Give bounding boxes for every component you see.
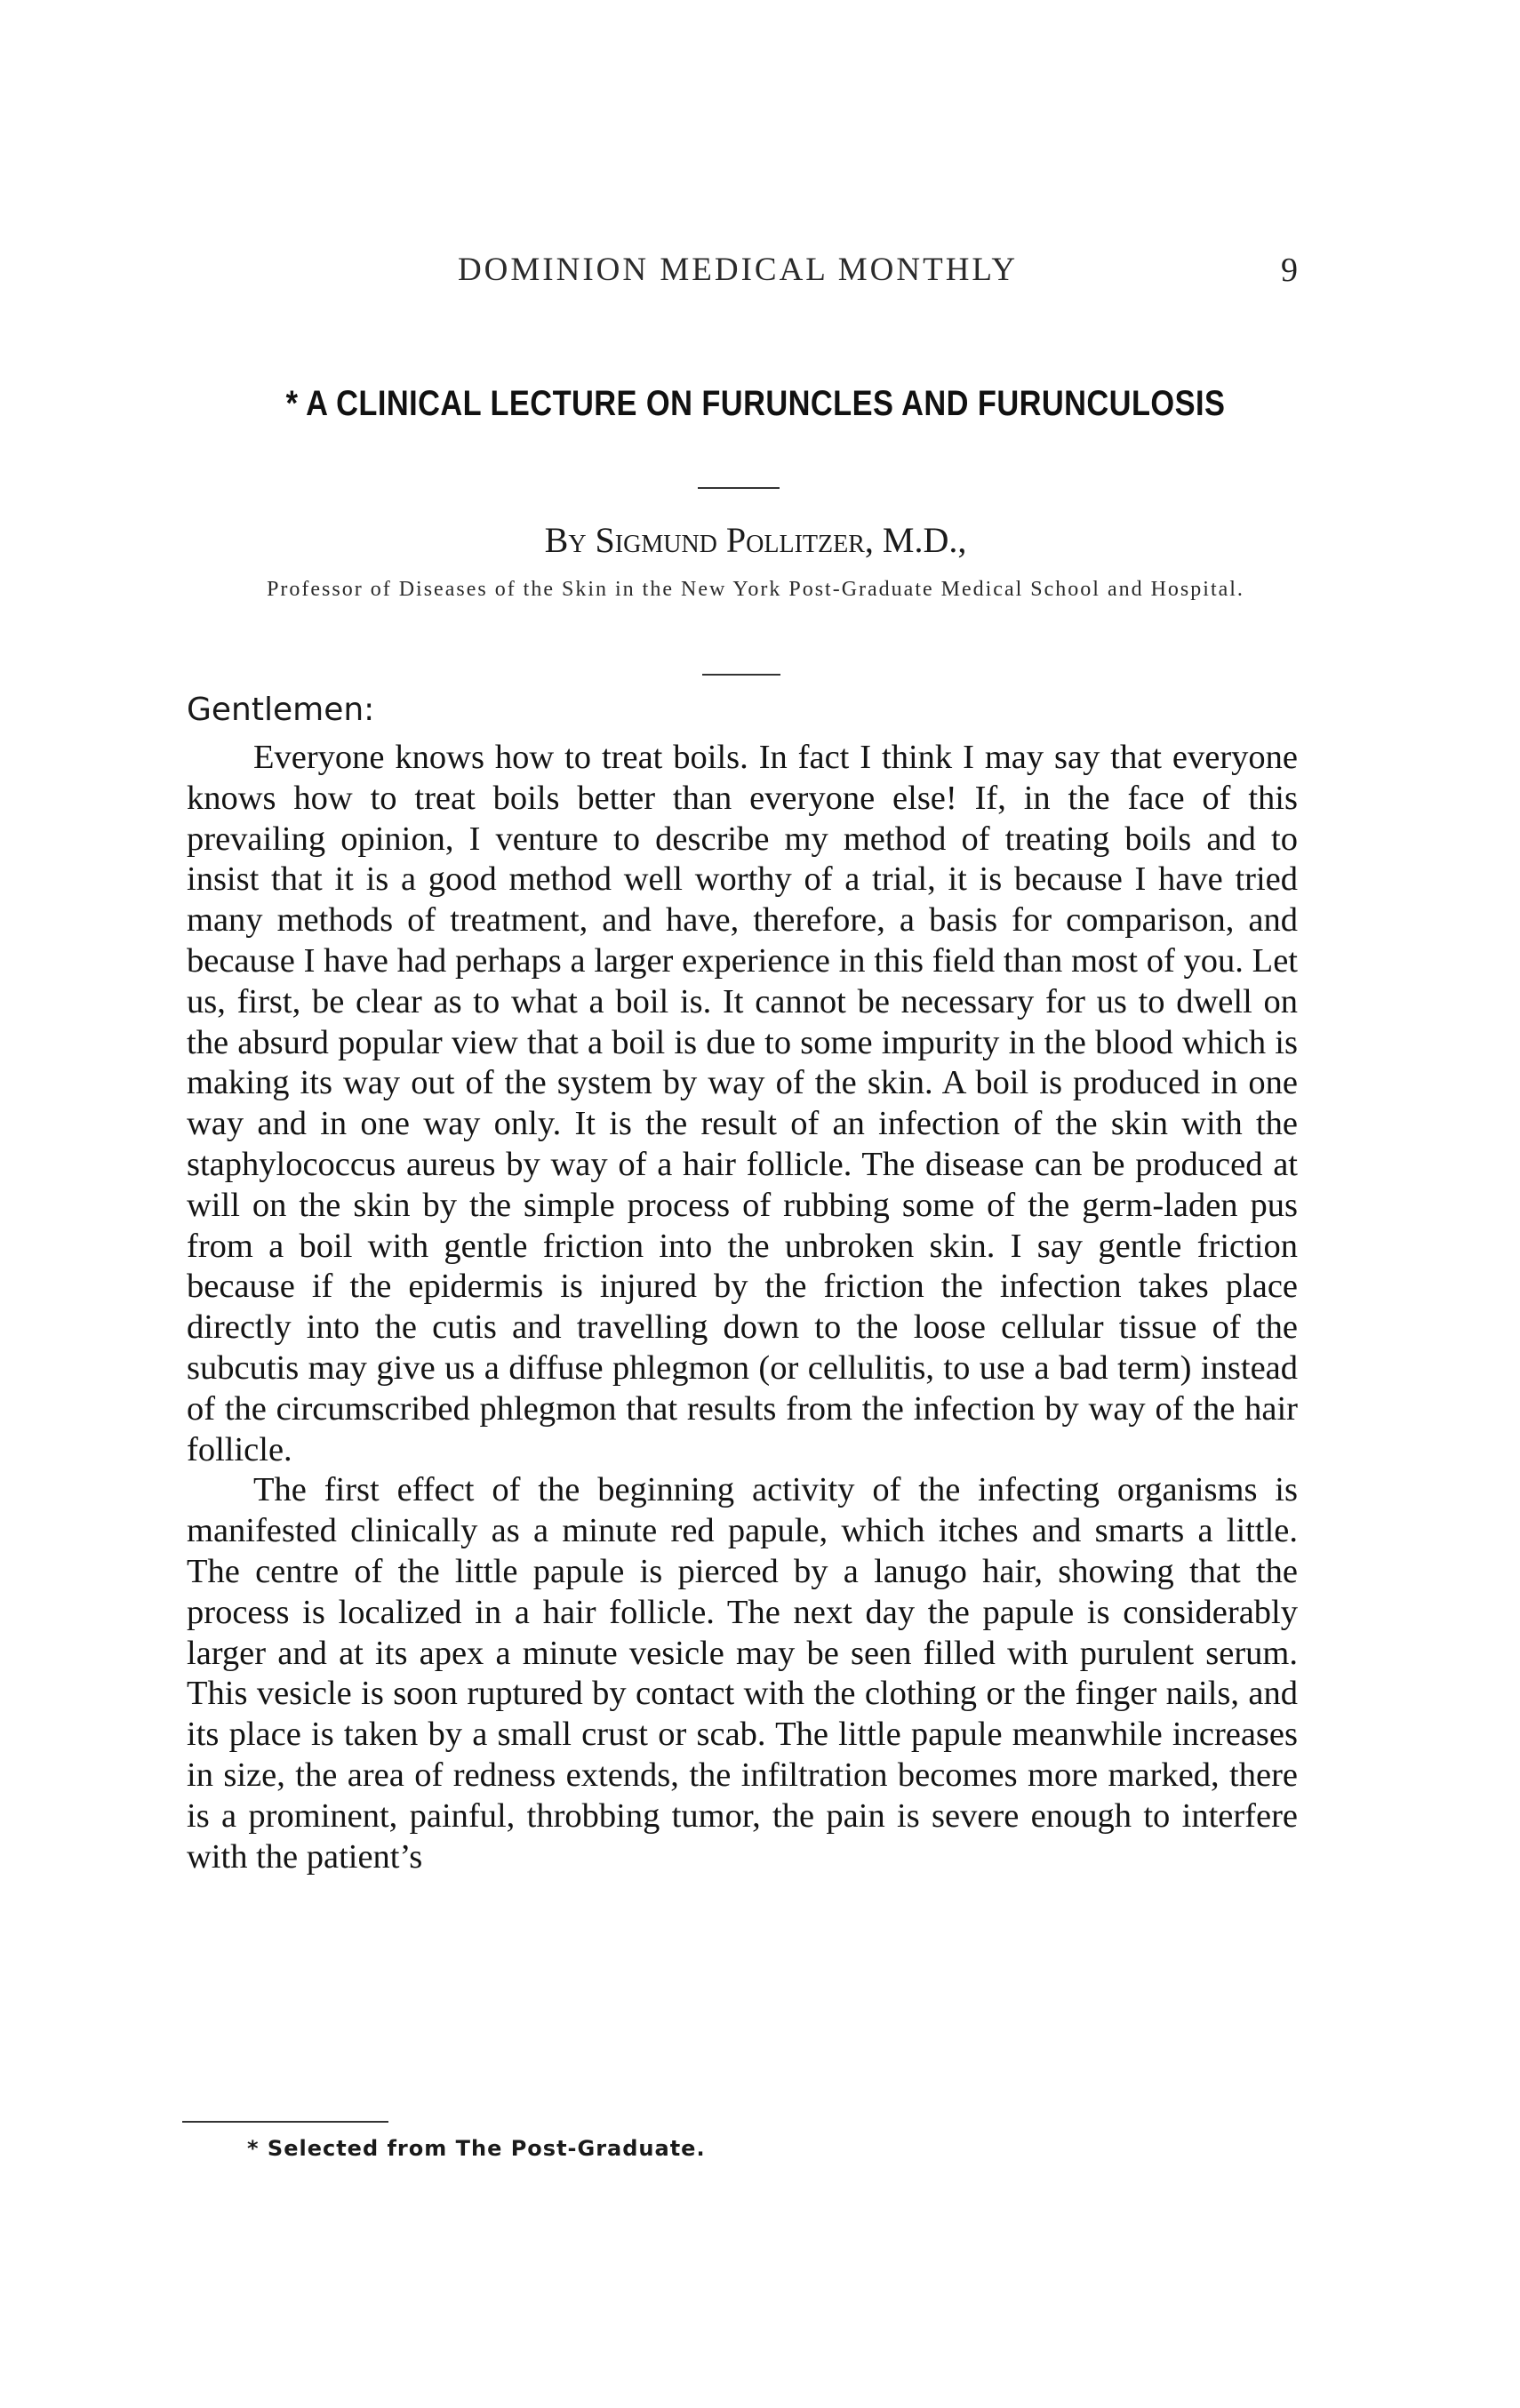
footnote-divider bbox=[182, 2121, 388, 2123]
title-divider bbox=[698, 487, 780, 489]
author-affiliation: Professor of Diseases of the Skin in the New York Post-Graduate Medical School and Hospital. bbox=[267, 578, 1244, 601]
article-body bbox=[187, 738, 1298, 1877]
byline-divider bbox=[702, 674, 780, 676]
footnote: * Selected from The Post-Graduate. bbox=[247, 2136, 706, 2161]
paragraph: The first effect of the beginning activity of the infecting organisms is manifested clinically as a minute red papule, which itches and smarts a little. The centre of the little papule is pierced by a lanugo hair, showing that the process is localized in a hair follicle. The next day the papule is considerably larger and at its apex a minute vesicle may be seen filled with purulent serum. This vesicle is soon ruptured by contact with the clothing or the finger nails, and its place is taken by a small crust or scab. The little papule meanwhile increases in size, the area of redness extends, the infiltration becomes more marked, there is a prominent, painful, throbbing tumor, the pain is severe enough to interfere with the patient’s bbox=[187, 1471, 1298, 1876]
page-number: 9 bbox=[1281, 252, 1298, 289]
author-byline: By Sigmund Pollitzer, M.D., bbox=[544, 520, 967, 560]
article-title: * A CLINICAL LECTURE ON FURUNCLES AND FURUNCULOSIS bbox=[285, 384, 1226, 423]
running-head bbox=[187, 251, 1298, 295]
journal-name: DOMINION MEDICAL MONTHLY bbox=[457, 252, 1019, 288]
salutation: Gentlemen: bbox=[187, 692, 375, 728]
paragraph: Everyone knows how to treat boils. In fact I think I may say that everyone knows how to treat boils better than everyone else! If, in the face of this prevailing opinion, I venture to describe my method of treating boils and to insist that it is a good method well worthy of a trial, it is because I have tried many methods of treatment, and have, therefore, a basis for comparison, and because I have had perhaps a larger experience in this field than most of you. Let us, first, be clear as to what a boil is. It cannot be necessary for us to dwell on the absurd popular view that a boil is due to some impurity in the blood which is making its way out of the system by way of the skin. A boil is produced in one way and in one way only. It is the result of an infection of the skin with the staphylococcus aureus by way of a hair follicle. The disease can be produced at will on the skin by the simple process of rubbing some of the germ-laden pus from a boil with gentle friction into the unbroken skin. I say gentle friction because if the epidermis is injured by the friction the infection takes place directly into the cutis and travelling down to the loose cellular tissue of the subcutis may give us a diffuse phlegmon (or cellulitis, to use a bad term) instead of the circumscribed phlegmon that results from the infection by way of the hair follicle. bbox=[187, 739, 1298, 1468]
